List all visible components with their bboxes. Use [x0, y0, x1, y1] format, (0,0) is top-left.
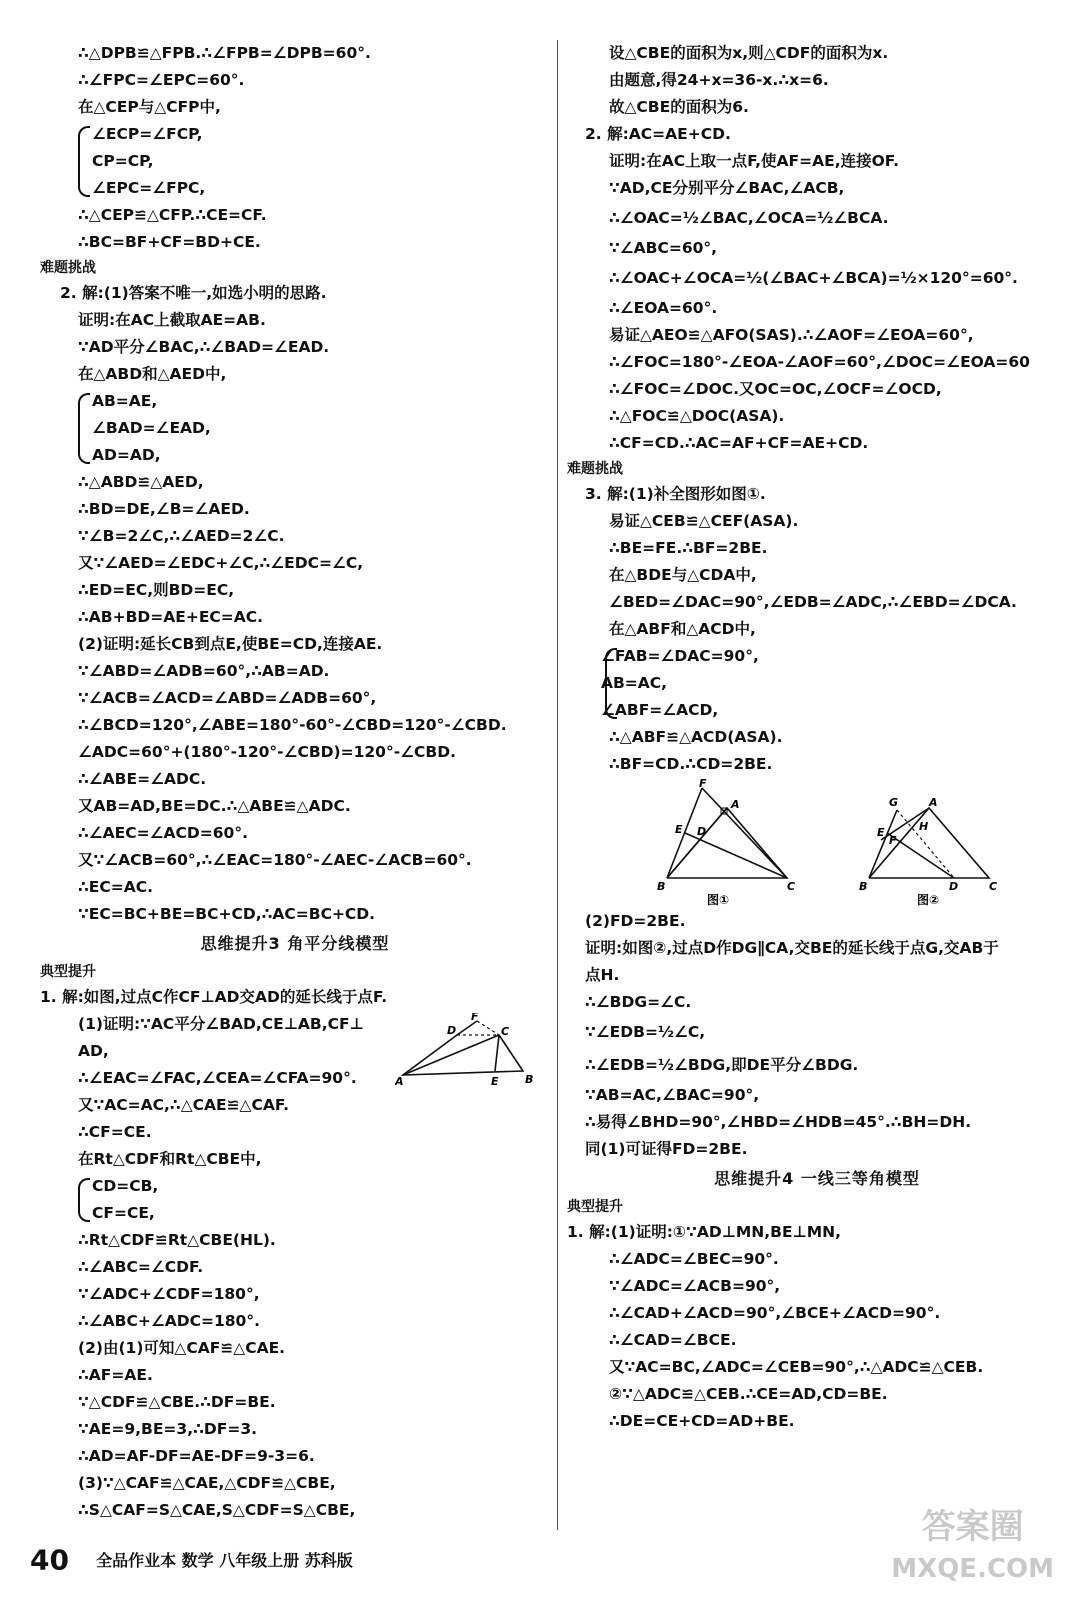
text-line: 同(1)可证得FD=2BE.	[585, 1140, 748, 1158]
text-line: 又∵AC=AC,∴△CAE≌△CAF.	[78, 1096, 290, 1114]
text-line: AD=AD,	[92, 446, 161, 464]
figure-caption: 图②	[917, 893, 940, 907]
svg-text:E: E	[491, 1075, 499, 1088]
svg-text:B: B	[525, 1073, 534, 1086]
section-title: 思维提升4 一线三等角模型	[714, 1169, 920, 1188]
svg-text:A: A	[929, 796, 938, 809]
svg-text:B: B	[657, 880, 666, 893]
text-line: ∴CF=CE.	[78, 1123, 152, 1141]
problem-line: 1. 解:如图,过点C作CF⊥AD交AD的延长线于点F.	[40, 988, 388, 1006]
text-line: 在△ABF和△ACD中,	[609, 620, 756, 638]
page-number: 40	[30, 1543, 69, 1577]
text-line: 点H.	[585, 966, 620, 984]
svg-text:E: E	[877, 826, 885, 839]
text-line: ∴CF=CD.∴AC=AF+CF=AE+CD.	[609, 434, 869, 452]
svg-text:D: D	[697, 825, 707, 838]
text-line: 又∵AC=BC,∠ADC=∠CEB=90°,∴△ADC≌△CEB.	[609, 1358, 984, 1376]
text-line: ②∵△ADC≌△CEB.∴CE=AD,CD=BE.	[609, 1385, 888, 1403]
text-line: 设△CBE的面积为x,则△CDF的面积为x.	[609, 44, 889, 62]
text-line: (3)∵△CAF≌△CAE,△CDF≌△CBE,	[78, 1474, 336, 1492]
text-line: ∴∠ABC+∠ADC=180°.	[78, 1312, 260, 1330]
text-line: ∵△CDF≌△CBE.∴DF=BE.	[78, 1393, 276, 1411]
text-line: ∴∠OAC=½∠BAC,∠OCA=½∠BCA.	[609, 209, 889, 227]
text-line: ∴DE=CE+CD=AD+BE.	[609, 1412, 795, 1430]
section-title: 思维提升3 角平分线模型	[200, 934, 390, 953]
text-line: ∵∠ABC=60°,	[609, 239, 718, 257]
svg-text:H: H	[919, 820, 929, 833]
svg-text:D: D	[447, 1024, 457, 1037]
text-line: CP=CP,	[92, 152, 154, 170]
text-line: ∴AD=AF-DF=AE-DF=9-3=6.	[78, 1447, 315, 1465]
section-heading: 难题挑战	[567, 461, 623, 477]
watermark	[891, 1506, 1054, 1590]
text-line: ∠EPC=∠FPC,	[92, 179, 206, 197]
text-line: ∴BC=BF+CF=BD+CE.	[78, 233, 261, 251]
text-line: ∴∠BCD=120°,∠ABE=180°-60°-∠CBD=120°-∠CBD.	[78, 716, 507, 734]
text-line: ∴∠OAC+∠OCA=½(∠BAC+∠BCA)=½×120°=60°.	[609, 269, 1018, 287]
text-line: ∴△ABD≌△AED,	[78, 473, 204, 491]
text-line: 易证△CEB≌△CEF(ASA).	[609, 512, 799, 530]
text-line: ∴∠ABE=∠ADC.	[78, 770, 207, 788]
text-line: ∴∠AEC=∠ACD=60°.	[78, 824, 248, 842]
text-line: ∵AD平分∠BAC,∴∠BAD=∠EAD.	[78, 338, 330, 356]
equation-system	[40, 388, 550, 469]
svg-text:F: F	[471, 1013, 479, 1023]
text-line: ∴∠FOC=180°-∠EOA-∠AOF=60°,∠DOC=∠EOA=60	[609, 353, 1030, 371]
text-line: ∠ECP=∠FCP,	[92, 125, 203, 143]
text-line: ∴∠EAC=∠FAC,∠CEA=∠CFA=90°.	[78, 1069, 357, 1087]
svg-text:F: F	[699, 778, 707, 790]
text-line: 证明:如图②,过点D作DG∥CA,交BE的延长线于点G,交AB于	[585, 939, 999, 957]
problem-line: 2. 解:AC=AE+CD.	[585, 125, 731, 143]
text-line: ∴BD=DE,∠B=∠AED.	[78, 500, 250, 518]
left-column	[40, 40, 550, 1524]
svg-text:A: A	[731, 798, 740, 811]
text-line: ∠BED=∠DAC=90°,∠EDB=∠ADC,∴∠EBD=∠DCA.	[609, 593, 1017, 611]
text-line: ∴△ABF≌△ACD(ASA).	[609, 728, 783, 746]
text-line: ∴∠FPC=∠EPC=60°.	[78, 71, 245, 89]
problem-line: 1. 解:(1)证明:①∵AD⊥MN,BE⊥MN,	[567, 1223, 841, 1241]
right-column	[567, 40, 1067, 1435]
figures-row	[567, 778, 1067, 908]
text-line: ∴∠CAD+∠ACD=90°,∠BCE+∠ACD=90°.	[609, 1304, 941, 1322]
text-line: ∴BE=FE.∴BF=2BE.	[609, 539, 768, 557]
text-line: 证明:在AC上截取AE=AB.	[78, 311, 266, 329]
text-line: ∴∠BDG=∠C.	[585, 993, 692, 1011]
text-line: ∵AD,CE分别平分∠BAC,∠ACB,	[609, 179, 845, 197]
text-line: ∴△DPB≌△FPB.∴∠FPB=∠DPB=60°.	[78, 44, 371, 62]
section-heading: 难题挑战	[40, 260, 96, 276]
text-line: ∴ED=EC,则BD=EC,	[78, 581, 235, 599]
text-line: (2)证明:延长CB到点E,使BE=CD,连接AE.	[78, 635, 383, 653]
svg-text:C: C	[989, 880, 998, 893]
text-line: ∴∠ADC=∠BEC=90°.	[609, 1250, 779, 1268]
text-line: ∠FAB=∠DAC=90°,	[601, 647, 759, 665]
text-line: ∴BF=CD.∴CD=2BE.	[609, 755, 773, 773]
equation-system	[40, 1173, 550, 1227]
text-line: ∴EC=AC.	[78, 878, 153, 896]
text-line: 易证△AEO≌△AFO(SAS).∴∠AOF=∠EOA=60°,	[609, 326, 974, 344]
text-line: AD,	[78, 1042, 109, 1060]
text-line: CD=CB,	[92, 1177, 159, 1195]
text-line: ∴△CEP≌△CFP.∴CE=CF.	[78, 206, 267, 224]
watermark-line: 答案圈	[921, 1507, 1024, 1547]
svg-text:A: A	[395, 1075, 404, 1088]
text-line: 又AB=AD,BE=DC.∴△ABE≌△ADC.	[78, 797, 351, 815]
text-line: AB=AE,	[92, 392, 158, 410]
text-line: AB=AC,	[601, 674, 668, 692]
problem-line: 3. 解:(1)补全图形如图①.	[585, 485, 766, 503]
quadrilateral-figure	[395, 1013, 545, 1093]
svg-text:D: D	[949, 880, 959, 893]
text-line: ∵∠ABD=∠ADB=60°,∴AB=AD.	[78, 662, 330, 680]
section-heading: 典型提升	[567, 1199, 623, 1215]
text-line: ∵∠ACB=∠ACD=∠ABD=∠ADB=60°,	[78, 689, 377, 707]
text-line: ∴∠EDB=½∠BDG,即DE平分∠BDG.	[585, 1056, 859, 1074]
section-heading: 典型提升	[40, 964, 96, 980]
text-line: 又∵∠ACB=60°,∴∠EAC=180°-∠AEC-∠ACB=60°.	[78, 851, 472, 869]
text-line: 在Rt△CDF和Rt△CBE中,	[78, 1150, 262, 1168]
svg-text:C: C	[787, 880, 796, 893]
text-line: ∠BAD=∠EAD,	[92, 419, 211, 437]
text-line: ∵AE=9,BE=3,∴DF=3.	[78, 1420, 257, 1438]
text-line: ∴∠EOA=60°.	[609, 299, 718, 317]
text-line: ∴△FOC≌△DOC(ASA).	[609, 407, 785, 425]
text-line: ∴AF=AE.	[78, 1366, 153, 1384]
svg-text:B: B	[859, 880, 868, 893]
text-line: ∴∠ABC=∠CDF.	[78, 1258, 204, 1276]
text-line: ∠ABF=∠ACD,	[601, 701, 719, 719]
text-line: ∴易得∠BHD=90°,∠HBD=∠HDB=45°.∴BH=DH.	[585, 1113, 972, 1131]
text-line: ∴S△CAF=S△CAE,S△CDF=S△CBE,	[78, 1501, 356, 1519]
svg-text:G: G	[889, 796, 899, 809]
text-line: ∴∠CAD=∠BCE.	[609, 1331, 737, 1349]
triangle-figure-2	[849, 778, 999, 908]
text-line: (2)由(1)可知△CAF≌△CAE.	[78, 1339, 286, 1357]
page-footer	[30, 1540, 353, 1580]
equation-system	[567, 643, 1067, 724]
svg-text:C: C	[501, 1025, 510, 1038]
text-line: ∵AB=AC,∠BAC=90°,	[585, 1086, 760, 1104]
text-line: ∠ADC=60°+(180°-120°-∠CBD)=120°-∠CBD.	[78, 743, 456, 761]
equation-system	[40, 121, 550, 202]
text-line: ∵∠EDB=½∠C,	[585, 1023, 706, 1041]
text-line: 故△CBE的面积为6.	[609, 98, 749, 116]
text-line: ∵∠ADC+∠CDF=180°,	[78, 1285, 260, 1303]
column-divider	[557, 40, 558, 1530]
svg-text:E: E	[675, 823, 683, 836]
text-line: 证明:在AC上取一点F,使AF=AE,连接OF.	[609, 152, 899, 170]
text-line: ∵∠ADC=∠ACB=90°,	[609, 1277, 781, 1295]
svg-text:F: F	[889, 834, 897, 847]
text-line: ∴Rt△CDF≌Rt△CBE(HL).	[78, 1231, 276, 1249]
text-line: CF=CE,	[92, 1204, 155, 1222]
text-line: (1)证明:∵AC平分∠BAD,CE⊥AB,CF⊥	[78, 1015, 364, 1033]
problem-line: 2. 解:(1)答案不唯一,如选小明的思路.	[60, 284, 327, 302]
text-line: 在△ABD和△AED中,	[78, 365, 227, 383]
text-line: ∴∠FOC=∠DOC.又OC=OC,∠OCF=∠OCD,	[609, 380, 942, 398]
text-line: 在△CEP与△CFP中,	[78, 98, 221, 116]
text-line: (2)FD=2BE.	[585, 912, 686, 930]
text-line: 由题意,得24+x=36-x.∴x=6.	[609, 71, 829, 89]
problem-with-figure	[40, 1011, 550, 1092]
text-line: ∵∠B=2∠C,∴∠AED=2∠C.	[78, 527, 285, 545]
text-line: ∵EC=BC+BE=BC+CD,∴AC=BC+CD.	[78, 905, 376, 923]
figure-caption: 图①	[707, 893, 730, 907]
text-line: ∴AB+BD=AE+EC=AC.	[78, 608, 264, 626]
text-line: 在△BDE与△CDA中,	[609, 566, 757, 584]
book-title: 全品作业本 数学 八年级上册 苏科版	[96, 1550, 353, 1570]
triangle-figure-1	[647, 778, 797, 908]
text-line: 又∵∠AED=∠EDC+∠C,∴∠EDC=∠C,	[78, 554, 364, 572]
watermark-line: MXQE.COM	[891, 1554, 1054, 1584]
